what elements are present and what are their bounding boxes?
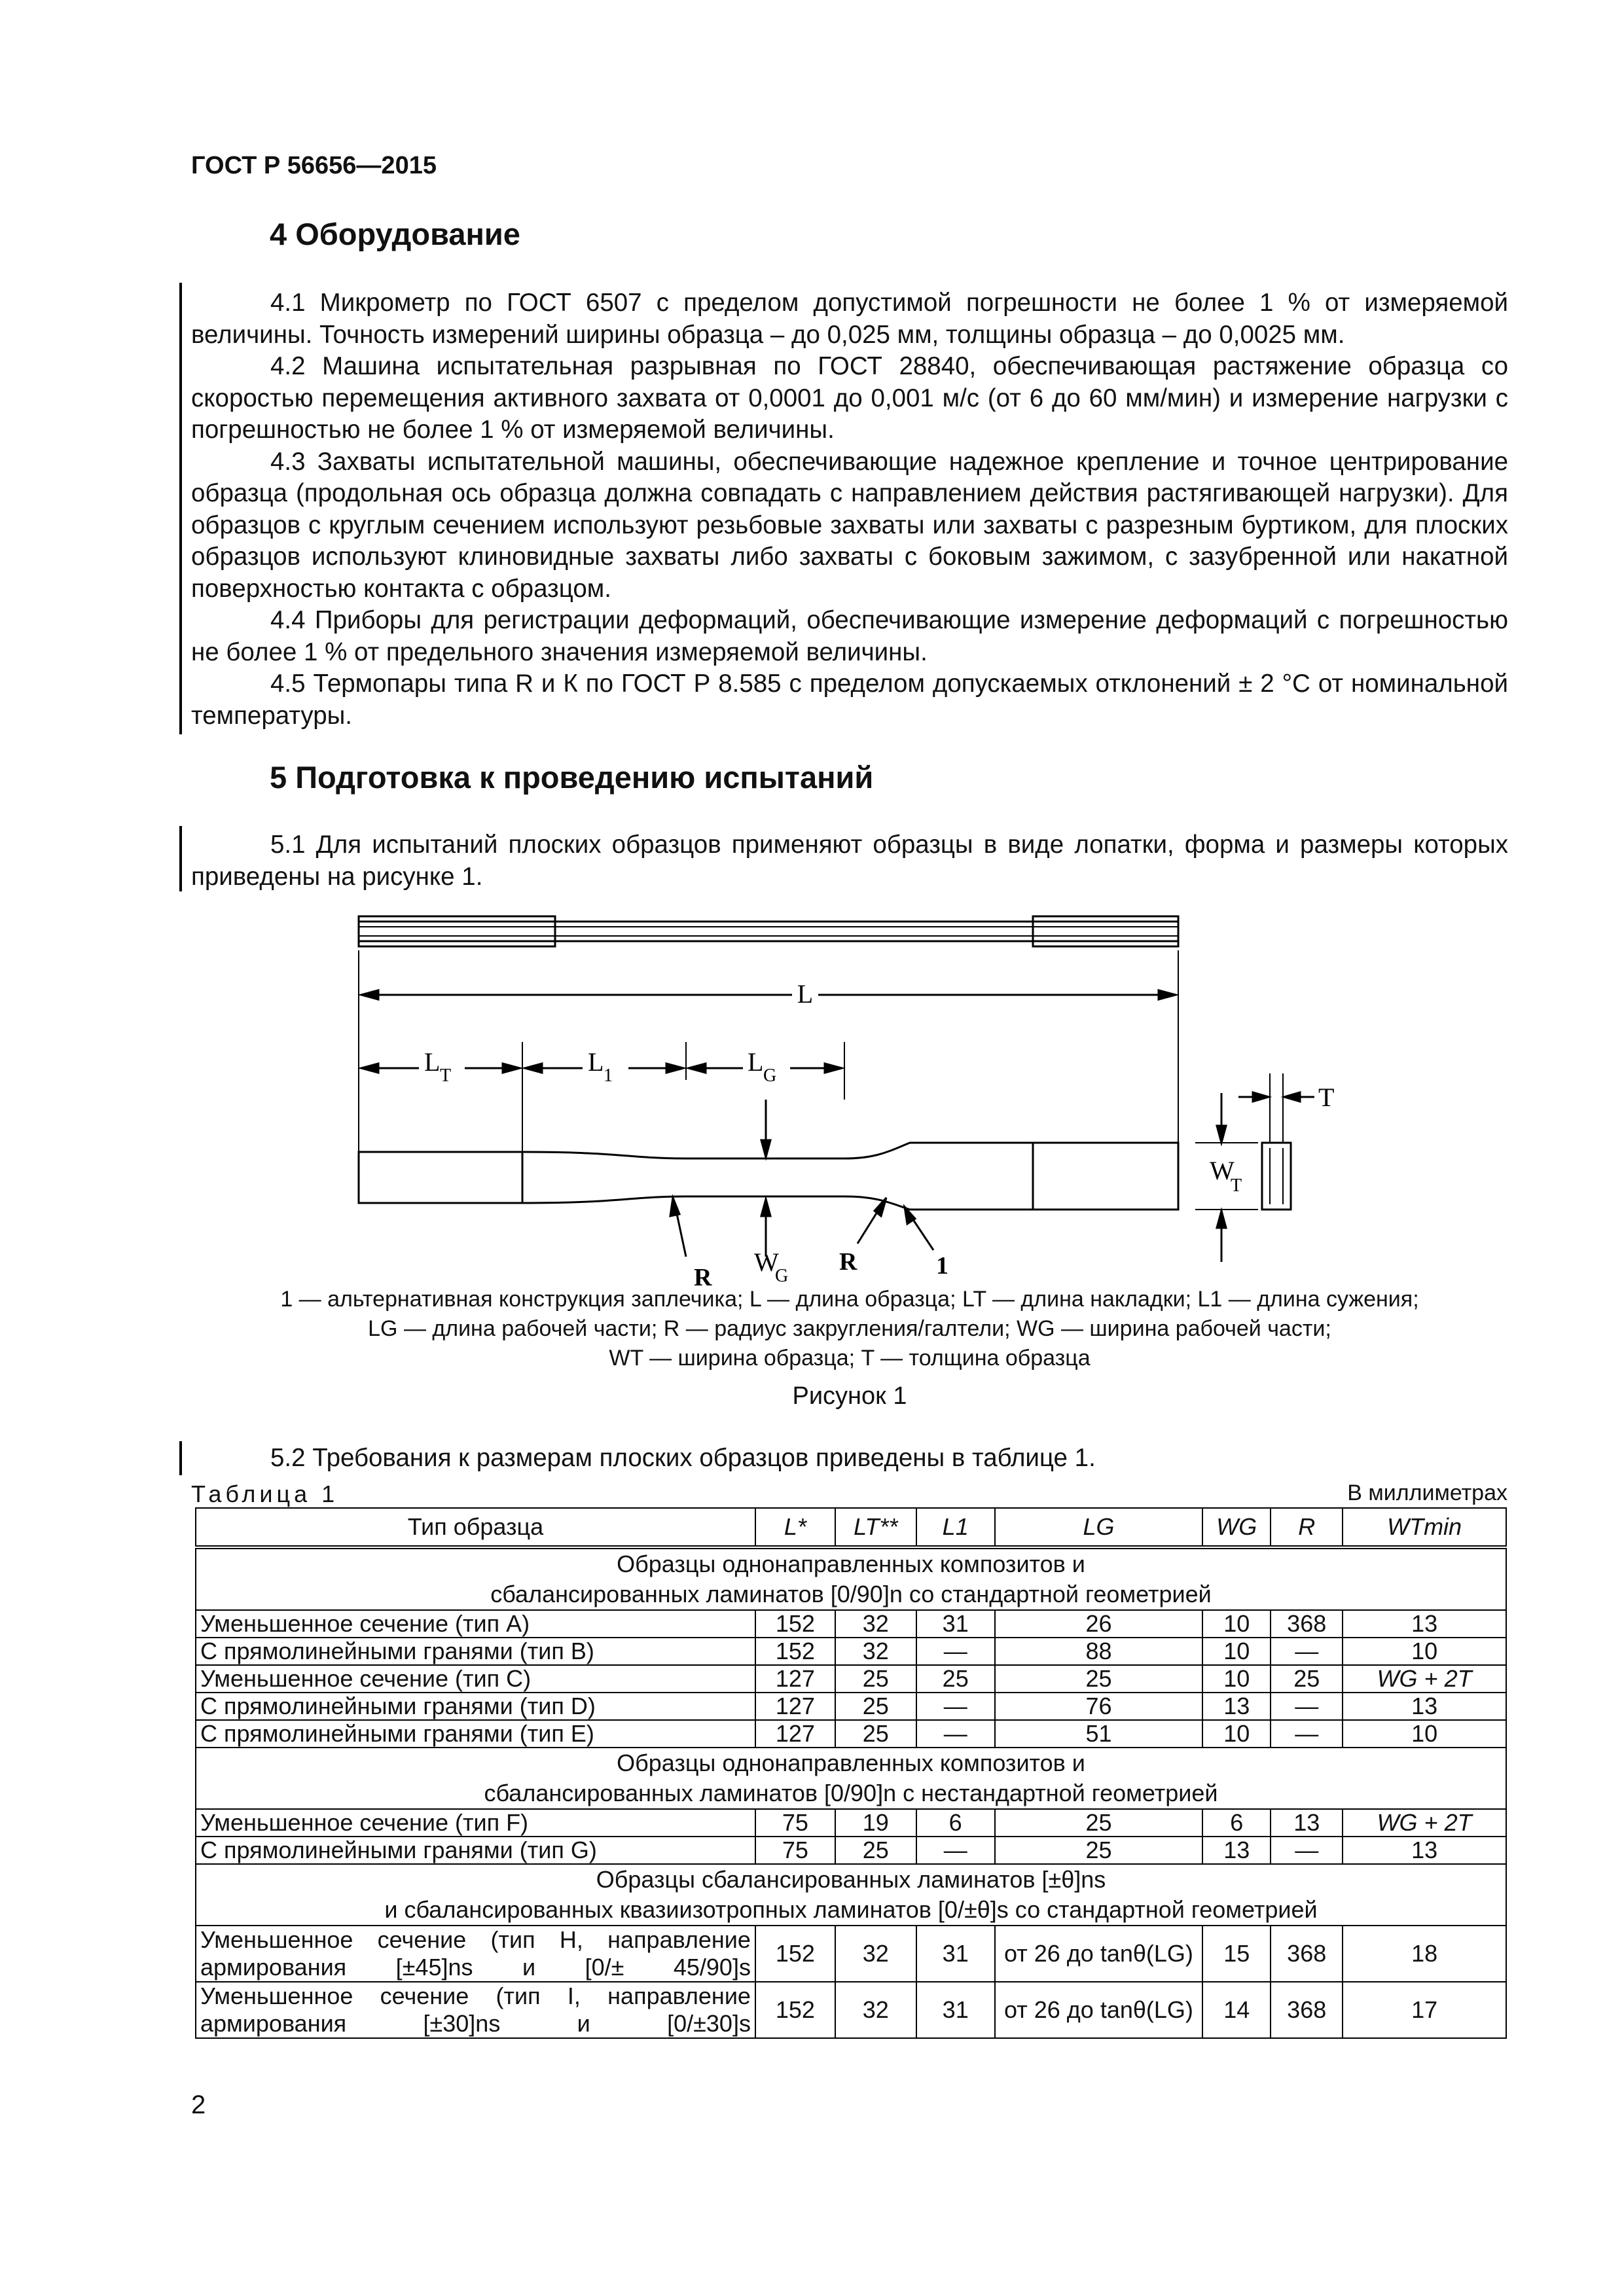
change-bar — [179, 1441, 182, 1475]
col-header: L* — [755, 1508, 835, 1547]
table-row: Уменьшенное сечение (тип А) 152 32 31 26 10 368 13 — [196, 1610, 1506, 1638]
specimen-plan-view — [359, 1143, 1178, 1210]
table-label: Таблица 1 — [191, 1480, 339, 1507]
label-L1-sub: 1 — [604, 1066, 613, 1086]
specimen-side-view — [359, 916, 1178, 946]
paragraph-4-2: 4.2 Машина испытательная разрывная по ГОСТ 28840, обеспечивающая растяжение образца со скоростью перемещения активного захвата от 0,0001 до 0,001 м/с (от 6 до 60 мм/мин) и измерение нагрузки с погрешностью не более 1 % от измеряемой величины. — [191, 352, 1508, 444]
table-row: С прямолинейными гранями (тип D) 127 25 — 76 13 — 13 — [196, 1693, 1506, 1720]
table-row: С прямолинейными гранями (тип G) 75 25 — 25 13 — 13 — [196, 1837, 1506, 1864]
section-5-title: 5 Подготовка к проведению испытаний — [270, 760, 874, 795]
label-LT-sub: T — [440, 1066, 452, 1086]
table-row: Уменьшенное сечение (тип I, направление армирования [±30]ns и [0/±30]s 152 32 31 от 26 до tanθ(LG) 14 368 17 — [196, 1982, 1506, 2038]
col-header: LT** — [835, 1508, 916, 1547]
table-row: Уменьшенное сечение (тип F) 75 19 6 25 6 13 WG + 2T — [196, 1809, 1506, 1837]
label-L1: L — [588, 1047, 604, 1077]
table-units: В миллиметрах — [1347, 1480, 1507, 1505]
label-LG: L — [748, 1047, 764, 1077]
specimen-dimensions-table — [195, 1507, 1507, 2039]
label-WT-sub: T — [1231, 1175, 1242, 1196]
label-WG: W — [754, 1247, 779, 1277]
paragraph-5-2: 5.2 Требования к размерам плоских образцов приведены в таблице 1. — [270, 1444, 1096, 1472]
section-4-title: 4 Оборудование — [270, 217, 520, 251]
figure-title: Рисунок 1 — [792, 1382, 907, 1410]
label-L: L — [797, 979, 814, 1009]
table-row: Уменьшенное сечение (тип С) 127 25 25 25 10 25 WG + 2T — [196, 1665, 1506, 1693]
change-bar — [179, 826, 182, 891]
col-header: WG — [1202, 1508, 1271, 1547]
table-group-row: Образцы однонаправленных композитов и сбалансированных ламинатов [0/90]n с нестандартной геометрией — [196, 1748, 1506, 1809]
table-group-row: Образцы однонаправленных композитов и сбалансированных ламинатов [0/90]n со стандартной геометрией — [196, 1547, 1506, 1610]
specimen-end-view — [1195, 1073, 1334, 1262]
dimension-LT-L1-LG — [361, 1042, 844, 1152]
table-row: Уменьшенное сечение (тип Н, направление армирования [±45]ns и [0/± 45/90]s 152 32 31 от 26 до tanθ(LG) 15 368 18 — [196, 1926, 1506, 1982]
col-header: R — [1271, 1508, 1343, 1547]
paragraph-5-1: 5.1 Для испытаний плоских образцов применяют образцы в виде лопатки, форма и размеры которых приведены на рисунке 1. — [191, 831, 1508, 891]
col-header: L1 — [916, 1508, 995, 1547]
col-header: Тип образца — [196, 1508, 755, 1547]
label-LG-sub: G — [763, 1066, 777, 1086]
section-4-body — [191, 287, 1508, 732]
label-WT: W — [1210, 1156, 1235, 1185]
label-R-right: R — [839, 1248, 857, 1276]
table-group-row: Образцы сбалансированных ламинатов [±θ]ns и сбалансированных квазиизотропных ламинатов [0/±θ]s со стандартной геометрией — [196, 1864, 1506, 1926]
specimen-drawing — [347, 903, 1394, 1289]
change-bar — [179, 283, 182, 734]
document-code: ГОСТ Р 56656—2015 — [191, 152, 437, 179]
figure-caption-line-2: LG — длина рабочей части; R — радиус закругления/галтели; WG — ширина рабочей части; — [368, 1316, 1331, 1341]
table-row: С прямолинейными гранями (тип Е) 127 25 — 51 10 — 10 — [196, 1720, 1506, 1748]
paragraph-5-1-block — [191, 829, 1508, 893]
table-header-row — [196, 1508, 1506, 1547]
paragraph-4-1: 4.1 Микрометр по ГОСТ 6507 с пределом допустимой погрешности не более 1 % от измеряемой величины. Точность измерений ширины образца – до 0,025 мм, толщины образца – до 0,0025 мм. — [191, 289, 1508, 349]
table-row: С прямолинейными гранями (тип В) 152 32 — 88 10 — 10 — [196, 1638, 1506, 1665]
label-one: 1 — [936, 1252, 948, 1280]
label-T: T — [1318, 1083, 1335, 1112]
figure-caption-line-3: WT — ширина образца; T — толщина образца — [609, 1346, 1091, 1371]
paragraph-5-2-block — [191, 1443, 1508, 1475]
paragraph-4-3: 4.3 Захваты испытательной машины, обеспечивающие надежное крепление и точное центрирование образца (продольная ось образца должна совпадать с направлением действия растягивающей нагрузки). Для образцов с круглым сечением используют резьбовые захваты или захваты с разрезным буртиком, для плоских образцов используют клиновидные захваты либо захваты с боковым зажимом, с зазубренной или накатной поверхностью контакта с образцом. — [191, 447, 1508, 603]
paragraph-4-4: 4.4 Приборы для регистрации деформаций, обеспечивающие измерение деформаций с погрешностью не более 1 % от предельного значения измеряемой величины. — [191, 606, 1508, 666]
col-header: LG — [995, 1508, 1203, 1547]
paragraph-4-5: 4.5 Термопары типа R и К по ГОСТ Р 8.585 с пределом допускаемых отклонений ± 2 °С от номинальной температуры. — [191, 670, 1508, 730]
label-LT: L — [424, 1047, 441, 1077]
label-R-left: R — [694, 1264, 712, 1289]
label-WG-sub: G — [775, 1266, 789, 1286]
figure-caption-line-1: 1 — альтернативная конструкция заплечика; L — длина образца; LT — длина накладки; L1 — длина сужения; — [280, 1287, 1419, 1312]
page-number: 2 — [191, 2090, 206, 2119]
col-header: WTmin — [1343, 1508, 1506, 1547]
